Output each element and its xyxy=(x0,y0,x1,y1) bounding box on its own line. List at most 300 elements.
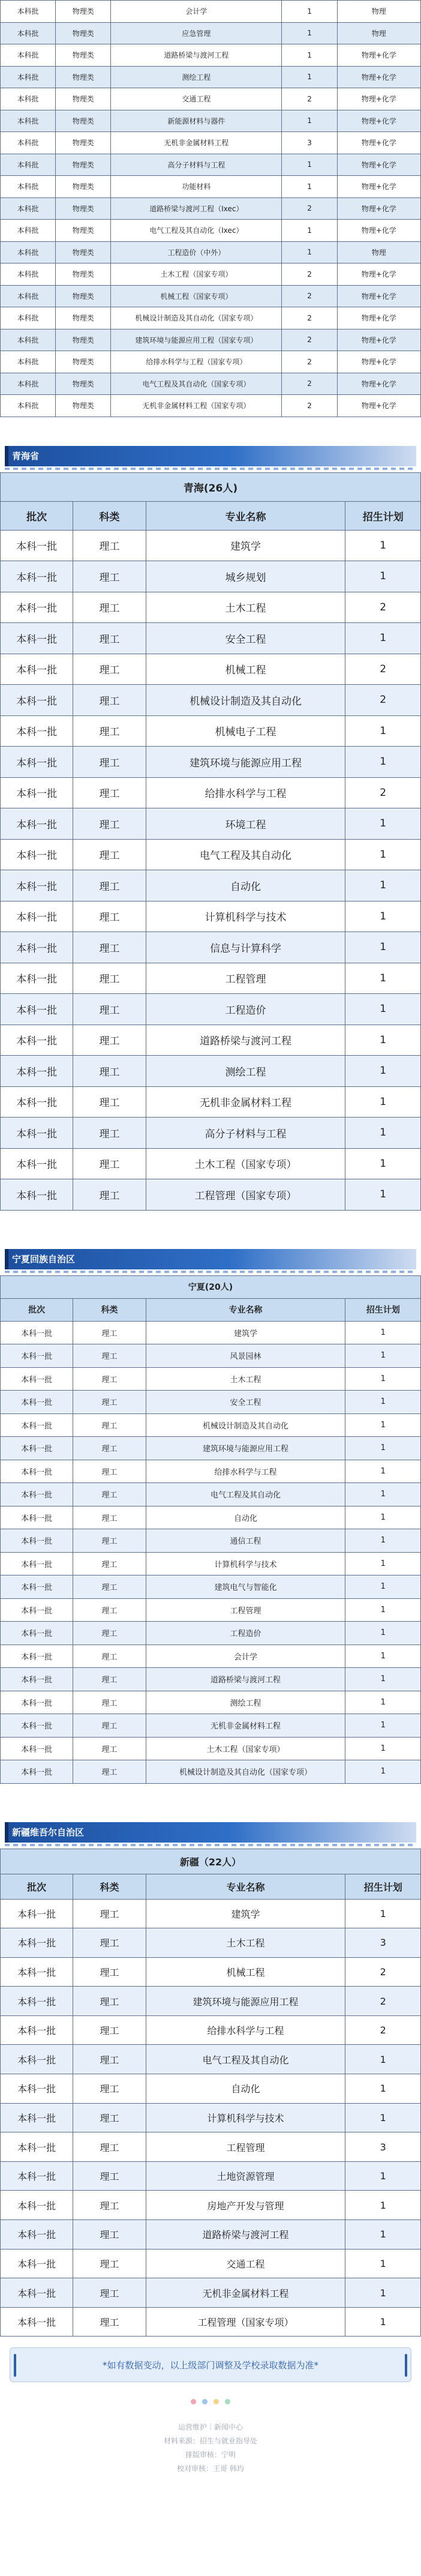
cell-batch: 本科一批 xyxy=(1,654,73,685)
cell-batch: 本科一批 xyxy=(1,994,73,1025)
cell-major: 交通工程 xyxy=(111,88,282,110)
cell-category: 理工 xyxy=(73,2132,146,2162)
cell-major: 机械工程（国家专项） xyxy=(111,285,282,307)
table-row xyxy=(1,1957,421,1987)
cell-major: 机械电子工程 xyxy=(146,715,345,747)
cell-category: 理工 xyxy=(73,1025,146,1056)
cell-plan: 1 xyxy=(345,1391,421,1414)
table-row xyxy=(1,1552,421,1575)
cell-plan: 2 xyxy=(282,395,337,417)
cell-major: 测绘工程 xyxy=(111,66,282,88)
cell-category: 理工 xyxy=(73,1437,146,1460)
cell-category: 理工 xyxy=(73,685,146,716)
cell-major: 道路桥梁与渡河工程 xyxy=(146,1668,345,1691)
cell-plan: 1 xyxy=(345,932,421,963)
cell-batch: 本科一批 xyxy=(1,2278,73,2308)
cell-batch: 本科批 xyxy=(1,176,56,198)
cell-plan: 1 xyxy=(345,1575,421,1599)
table-row xyxy=(1,654,421,685)
cell-batch: 本科一批 xyxy=(1,2074,73,2104)
table-row xyxy=(1,1506,421,1529)
cell-subject-req: 物理 xyxy=(337,241,420,263)
cell-subject-req: 物理+化学 xyxy=(337,88,420,110)
cell-batch: 本科一批 xyxy=(1,1760,73,1784)
cell-major: 计算机科学与技术 xyxy=(146,901,345,932)
cell-major: 机械设计制造及其自动化 xyxy=(146,685,345,716)
cell-plan: 1 xyxy=(345,1025,421,1056)
cell-category: 物理类 xyxy=(56,176,111,198)
cell-major: 工程管理（国家专项） xyxy=(146,2307,345,2337)
cell-batch: 本科一批 xyxy=(1,1056,73,1087)
cell-major: 自动化 xyxy=(146,870,345,901)
table-row xyxy=(1,1118,421,1149)
cell-batch: 本科一批 xyxy=(1,1957,73,1987)
cell-category: 物理类 xyxy=(56,132,111,154)
cell-major: 机械设计制造及其自动化 xyxy=(146,1413,345,1437)
table-row xyxy=(1,1645,421,1668)
cell-batch: 本科一批 xyxy=(1,592,73,623)
cell-subject-req: 物理+化学 xyxy=(337,154,420,176)
col-header-category: 科类 xyxy=(73,1874,146,1899)
cell-plan: 1 xyxy=(345,1506,421,1529)
table-row xyxy=(1,963,421,994)
cell-batch: 本科一批 xyxy=(1,747,73,778)
cell-major: 环境工程 xyxy=(146,808,345,840)
cell-major: 建筑学 xyxy=(146,530,345,561)
cell-major: 工程造价 xyxy=(146,1622,345,1645)
cell-category: 理工 xyxy=(73,2045,146,2074)
ningxia-table xyxy=(0,1275,421,1784)
cell-major: 道路桥梁与渡河工程 xyxy=(146,2220,345,2249)
cell-batch: 本科一批 xyxy=(1,2132,73,2162)
cell-subject-req: 物理+化学 xyxy=(337,285,420,307)
cell-batch: 本科一批 xyxy=(1,1645,73,1668)
section-header-ningxia xyxy=(5,1249,416,1269)
cell-plan: 2 xyxy=(282,197,337,220)
table-row xyxy=(1,1148,421,1179)
table-row xyxy=(1,623,421,654)
cell-batch: 本科批 xyxy=(1,241,56,263)
col-header-category: 科类 xyxy=(73,501,146,530)
cell-plan: 1 xyxy=(345,1321,421,1344)
cell-plan: 1 xyxy=(345,1714,421,1738)
cell-plan: 1 xyxy=(345,901,421,932)
cell-plan: 1 xyxy=(282,176,337,198)
cell-subject-req: 物理+化学 xyxy=(337,351,420,373)
cell-category: 理工 xyxy=(73,1691,146,1714)
cell-category: 理工 xyxy=(73,623,146,654)
cell-plan: 2 xyxy=(282,351,337,373)
cell-plan: 1 xyxy=(345,839,421,870)
decorative-dots xyxy=(0,2398,421,2406)
table-row xyxy=(1,88,421,110)
table-row xyxy=(1,994,421,1025)
cell-major: 应急管理 xyxy=(111,22,282,44)
table-row xyxy=(1,2278,421,2308)
cell-major: 道路桥梁与渡河工程（Ixec） xyxy=(111,197,282,220)
table-row xyxy=(1,747,421,778)
table-row xyxy=(1,901,421,932)
cell-category: 理工 xyxy=(73,1928,146,1958)
cell-batch: 本科批 xyxy=(1,1,56,23)
cell-plan: 1 xyxy=(282,241,337,263)
col-header-plan: 招生计划 xyxy=(345,1874,421,1899)
cell-major: 电气工程及其自动化 xyxy=(146,2045,345,2074)
table-row xyxy=(1,373,421,395)
cell-plan: 1 xyxy=(345,2249,421,2278)
cell-plan: 2 xyxy=(282,285,337,307)
cell-plan: 1 xyxy=(345,2220,421,2249)
cell-major: 建筑环境与能源应用工程 xyxy=(146,747,345,778)
cell-category: 物理类 xyxy=(56,220,111,242)
cell-major: 土木工程（国家专项） xyxy=(111,263,282,286)
table-row xyxy=(1,1179,421,1211)
table-row xyxy=(1,839,421,870)
cell-category: 理工 xyxy=(73,530,146,561)
cell-major: 无机非金属材料工程 xyxy=(146,1714,345,1738)
table-row xyxy=(1,530,421,561)
cell-batch: 本科一批 xyxy=(1,530,73,561)
decorative-dot xyxy=(202,2399,208,2404)
cell-plan: 2 xyxy=(345,1957,421,1987)
cell-category: 理工 xyxy=(73,932,146,963)
table-title: 青海(26人) xyxy=(1,472,421,501)
cell-major: 通信工程 xyxy=(146,1529,345,1553)
table-row xyxy=(1,1691,421,1714)
cell-subject-req: 物理+化学 xyxy=(337,176,420,198)
cell-batch: 本科一批 xyxy=(1,1575,73,1599)
cell-plan: 1 xyxy=(282,1,337,23)
cell-major: 自动化 xyxy=(146,1506,345,1529)
cell-subject-req: 物理+化学 xyxy=(337,329,420,351)
cell-batch: 本科批 xyxy=(1,395,56,417)
col-header-major: 专业名称 xyxy=(146,1874,345,1899)
cell-plan: 1 xyxy=(345,1437,421,1460)
cell-major: 建筑学 xyxy=(146,1899,345,1928)
cell-category: 理工 xyxy=(73,1899,146,1928)
table-row xyxy=(1,2015,421,2045)
cell-plan: 2 xyxy=(345,685,421,716)
qinghai-table xyxy=(0,472,421,1211)
table-row xyxy=(1,685,421,716)
cell-plan: 1 xyxy=(345,1529,421,1553)
cell-batch: 本科一批 xyxy=(1,1025,73,1056)
cell-plan: 1 xyxy=(345,870,421,901)
decorative-dot xyxy=(213,2399,219,2404)
cell-batch: 本科一批 xyxy=(1,1344,73,1368)
table-row xyxy=(1,1622,421,1645)
cell-plan: 1 xyxy=(345,1179,421,1211)
cell-subject-req: 物理+化学 xyxy=(337,197,420,220)
cell-batch: 本科一批 xyxy=(1,901,73,932)
cell-plan: 3 xyxy=(282,132,337,154)
table-row xyxy=(1,777,421,808)
cell-plan: 1 xyxy=(345,994,421,1025)
cell-category: 理工 xyxy=(73,994,146,1025)
cell-batch: 本科一批 xyxy=(1,685,73,716)
section-title: 青海省 xyxy=(5,446,416,466)
cell-batch: 本科一批 xyxy=(1,777,73,808)
cell-category: 理工 xyxy=(73,2220,146,2249)
table-row xyxy=(1,197,421,220)
table-row xyxy=(1,241,421,263)
data-notice: *如有数据变动，以上级部门调整及学校录取数据为准* xyxy=(10,2347,411,2382)
cell-category: 理工 xyxy=(73,808,146,840)
cell-category: 物理类 xyxy=(56,307,111,330)
table-row xyxy=(1,1529,421,1553)
table-title: 宁夏(20人) xyxy=(1,1275,421,1298)
cell-category: 理工 xyxy=(73,1957,146,1987)
cell-subject-req: 物理+化学 xyxy=(337,395,420,417)
table-row xyxy=(1,1987,421,2016)
table-row xyxy=(1,1714,421,1738)
cell-category: 理工 xyxy=(73,1598,146,1622)
table-row xyxy=(1,715,421,747)
cell-major: 安全工程 xyxy=(146,1391,345,1414)
section-stripe xyxy=(5,468,416,470)
cell-category: 理工 xyxy=(73,1668,146,1691)
cell-category: 理工 xyxy=(73,1622,146,1645)
cell-batch: 本科批 xyxy=(1,154,56,176)
cell-major: 无机非金属材料工程 xyxy=(111,132,282,154)
cell-category: 物理类 xyxy=(56,263,111,286)
table-row xyxy=(1,1737,421,1760)
table-row xyxy=(1,2307,421,2337)
cell-batch: 本科一批 xyxy=(1,2103,73,2132)
section-stripe xyxy=(5,1271,416,1273)
cell-major: 土木工程 xyxy=(146,1928,345,1958)
cell-category: 理工 xyxy=(73,1460,146,1483)
cell-major: 电气工程及其自动化（国家专项） xyxy=(111,373,282,395)
cell-batch: 本科批 xyxy=(1,88,56,110)
cell-subject-req: 物理+化学 xyxy=(337,66,420,88)
cell-plan: 1 xyxy=(345,2191,421,2220)
cell-major: 测绘工程 xyxy=(146,1056,345,1087)
cell-batch: 本科批 xyxy=(1,285,56,307)
cell-category: 理工 xyxy=(73,870,146,901)
cell-category: 理工 xyxy=(73,1391,146,1414)
cell-batch: 本科一批 xyxy=(1,1148,73,1179)
col-header-batch: 批次 xyxy=(1,1874,73,1899)
table-row xyxy=(1,2220,421,2249)
cell-category: 理工 xyxy=(73,1714,146,1738)
cell-batch: 本科批 xyxy=(1,373,56,395)
cell-plan: 1 xyxy=(345,1460,421,1483)
cell-major: 交通工程 xyxy=(146,2249,345,2278)
cell-batch: 本科批 xyxy=(1,307,56,330)
cell-category: 理工 xyxy=(73,2191,146,2220)
cell-batch: 本科一批 xyxy=(1,1118,73,1149)
cell-category: 理工 xyxy=(73,1575,146,1599)
cell-category: 理工 xyxy=(73,2015,146,2045)
table-row xyxy=(1,2103,421,2132)
cell-category: 理工 xyxy=(73,1413,146,1437)
cell-major: 电气工程及其自动化（Ixec） xyxy=(111,220,282,242)
col-header-plan: 招生计划 xyxy=(345,1298,421,1321)
cell-batch: 本科一批 xyxy=(1,870,73,901)
cell-batch: 本科一批 xyxy=(1,932,73,963)
footer xyxy=(0,2421,421,2500)
cell-batch: 本科一批 xyxy=(1,1987,73,2016)
section-header-qinghai xyxy=(5,446,416,466)
cell-subject-req: 物理+化学 xyxy=(337,44,420,67)
cell-plan: 1 xyxy=(345,2278,421,2308)
cell-category: 理工 xyxy=(73,1506,146,1529)
cell-category: 物理类 xyxy=(56,154,111,176)
cell-batch: 本科一批 xyxy=(1,1737,73,1760)
cell-batch: 本科一批 xyxy=(1,1321,73,1344)
cell-major: 功能材料 xyxy=(111,176,282,198)
table-row xyxy=(1,2074,421,2104)
col-header-batch: 批次 xyxy=(1,1298,73,1321)
cell-plan: 1 xyxy=(282,22,337,44)
cell-batch: 本科一批 xyxy=(1,1691,73,1714)
cell-category: 理工 xyxy=(73,1148,146,1179)
cell-category: 物理类 xyxy=(56,88,111,110)
cell-plan: 1 xyxy=(345,1645,421,1668)
cell-major: 自动化 xyxy=(146,2074,345,2104)
cell-plan: 2 xyxy=(282,329,337,351)
table-row xyxy=(1,44,421,67)
table-row xyxy=(1,2191,421,2220)
table-row xyxy=(1,176,421,198)
cell-batch: 本科一批 xyxy=(1,1622,73,1645)
cell-major: 建筑电气与智能化 xyxy=(146,1575,345,1599)
table-row xyxy=(1,1460,421,1483)
cell-major: 土木工程（国家专项） xyxy=(146,1148,345,1179)
cell-plan: 2 xyxy=(345,2015,421,2045)
cell-plan: 1 xyxy=(345,1899,421,1928)
cell-plan: 1 xyxy=(345,1056,421,1087)
cell-category: 物理类 xyxy=(56,373,111,395)
cell-batch: 本科批 xyxy=(1,351,56,373)
cell-category: 理工 xyxy=(73,561,146,592)
cell-plan: 1 xyxy=(345,561,421,592)
cell-batch: 本科一批 xyxy=(1,1668,73,1691)
cell-batch: 本科一批 xyxy=(1,1179,73,1211)
cell-category: 物理类 xyxy=(56,197,111,220)
cell-batch: 本科一批 xyxy=(1,1367,73,1391)
table-row xyxy=(1,870,421,901)
cell-batch: 本科一批 xyxy=(1,1899,73,1928)
cell-plan: 3 xyxy=(345,1928,421,1958)
cell-major: 无机非金属材料工程 xyxy=(146,1086,345,1118)
cell-plan: 1 xyxy=(345,1413,421,1437)
table-row xyxy=(1,1899,421,1928)
cell-major: 给排水科学与工程（国家专项） xyxy=(111,351,282,373)
cell-major: 工程造价（中外） xyxy=(111,241,282,263)
cell-batch: 本科一批 xyxy=(1,1506,73,1529)
cell-major: 土木工程 xyxy=(146,592,345,623)
table-row xyxy=(1,932,421,963)
cell-plan: 1 xyxy=(345,1118,421,1149)
table-row xyxy=(1,1760,421,1784)
cell-major: 测绘工程 xyxy=(146,1691,345,1714)
cell-plan: 1 xyxy=(282,44,337,67)
cell-plan: 1 xyxy=(345,963,421,994)
cell-major: 给排水科学与工程 xyxy=(146,1460,345,1483)
table-row xyxy=(1,1056,421,1087)
table-row xyxy=(1,329,421,351)
cell-plan: 1 xyxy=(345,808,421,840)
cell-category: 理工 xyxy=(73,2249,146,2278)
cell-batch: 本科一批 xyxy=(1,623,73,654)
cell-batch: 本科批 xyxy=(1,263,56,286)
cell-batch: 本科一批 xyxy=(1,1598,73,1622)
cell-category: 理工 xyxy=(73,839,146,870)
cell-plan: 1 xyxy=(345,2307,421,2337)
cell-plan: 1 xyxy=(345,1622,421,1645)
cell-major: 建筑环境与能源应用工程 xyxy=(146,1987,345,2016)
cell-category: 理工 xyxy=(73,2074,146,2104)
cell-plan: 1 xyxy=(345,1344,421,1368)
table-row xyxy=(1,1321,421,1344)
cell-plan: 1 xyxy=(345,623,421,654)
table-row xyxy=(1,1344,421,1368)
cell-major: 高分子材料与工程 xyxy=(111,154,282,176)
cell-category: 理工 xyxy=(73,1179,146,1211)
cell-major: 工程造价 xyxy=(146,994,345,1025)
cell-category: 理工 xyxy=(73,2161,146,2191)
cell-major: 机械设计制造及其自动化（国家专项） xyxy=(146,1760,345,1784)
cell-major: 土木工程（国家专项） xyxy=(146,1737,345,1760)
cell-plan: 2 xyxy=(345,777,421,808)
cell-category: 理工 xyxy=(73,901,146,932)
table-row xyxy=(1,154,421,176)
cell-major: 计算机科学与技术 xyxy=(146,1552,345,1575)
cell-plan: 1 xyxy=(345,1598,421,1622)
cell-category: 理工 xyxy=(73,2307,146,2337)
cell-major: 道路桥梁与渡河工程 xyxy=(111,44,282,67)
cell-category: 理工 xyxy=(73,1321,146,1344)
cell-major: 建筑环境与能源应用工程（国家专项） xyxy=(111,329,282,351)
cell-major: 给排水科学与工程 xyxy=(146,2015,345,2045)
cell-category: 理工 xyxy=(73,592,146,623)
cell-major: 工程管理 xyxy=(146,2132,345,2162)
cell-category: 理工 xyxy=(73,1552,146,1575)
table-row xyxy=(1,2045,421,2074)
cell-major: 机械工程 xyxy=(146,1957,345,1987)
cell-subject-req: 物理+化学 xyxy=(337,110,420,132)
cell-plan: 1 xyxy=(345,1148,421,1179)
cell-batch: 本科批 xyxy=(1,66,56,88)
cell-major: 建筑学 xyxy=(146,1321,345,1344)
cell-category: 物理类 xyxy=(56,241,111,263)
col-header-category: 科类 xyxy=(73,1298,146,1321)
table-row xyxy=(1,1025,421,1056)
cell-plan: 2 xyxy=(345,1987,421,2016)
cell-plan: 1 xyxy=(345,2161,421,2191)
cell-major: 无机非金属材料工程（国家专项） xyxy=(111,395,282,417)
cell-major: 会计学 xyxy=(146,1645,345,1668)
cell-subject-req: 物理+化学 xyxy=(337,220,420,242)
cell-category: 物理类 xyxy=(56,66,111,88)
cell-batch: 本科一批 xyxy=(1,1552,73,1575)
cell-batch: 本科一批 xyxy=(1,1437,73,1460)
cell-batch: 本科一批 xyxy=(1,2191,73,2220)
cell-batch: 本科一批 xyxy=(1,2249,73,2278)
table-row xyxy=(1,1598,421,1622)
cell-major: 土木工程 xyxy=(146,1367,345,1391)
cell-plan: 1 xyxy=(282,110,337,132)
cell-batch: 本科一批 xyxy=(1,1529,73,1553)
table-row xyxy=(1,1483,421,1506)
table-row xyxy=(1,592,421,623)
cell-category: 理工 xyxy=(73,1760,146,1784)
cell-batch: 本科一批 xyxy=(1,808,73,840)
cell-major: 给排水科学与工程 xyxy=(146,777,345,808)
table-row xyxy=(1,220,421,242)
